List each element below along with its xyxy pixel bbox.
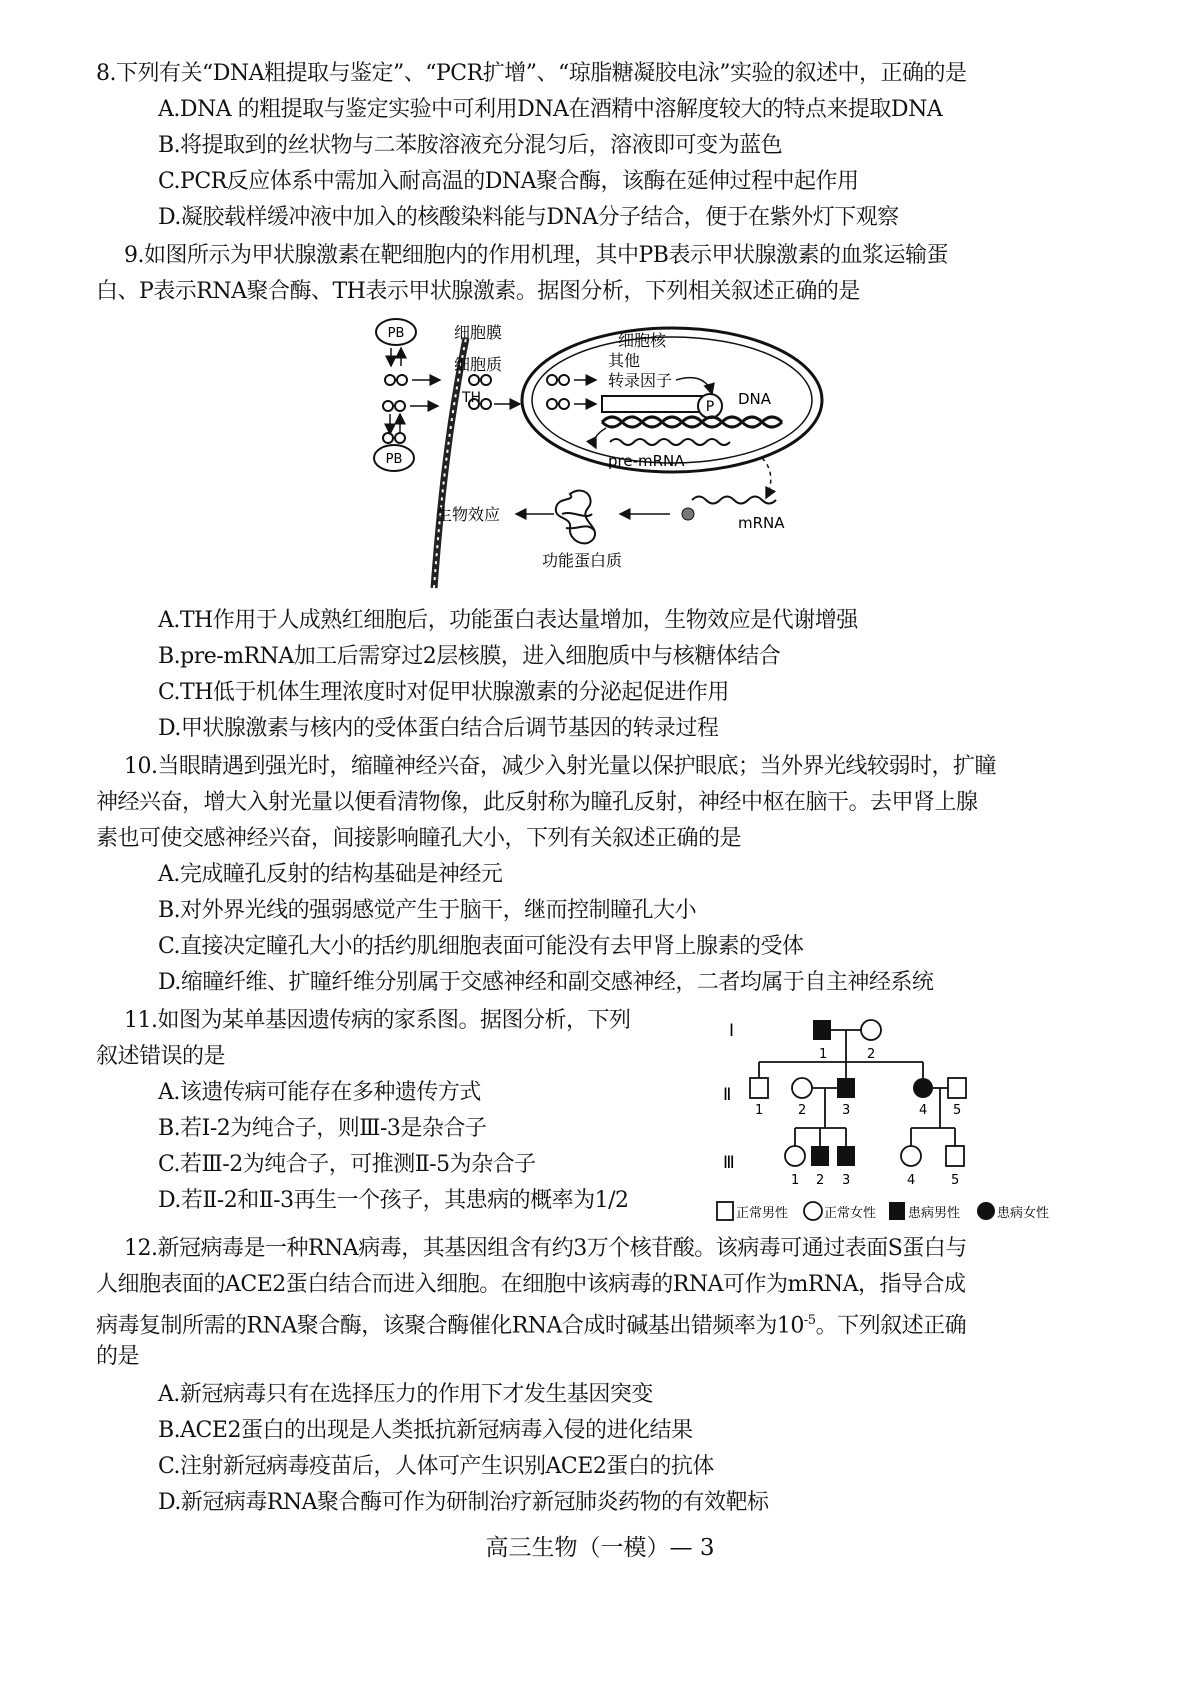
q8-option-d: D.凝胶载样缓冲液中加入的核酸染料能与DNA分子结合，便于在紫外灯下观察 xyxy=(158,205,899,230)
th-molecule xyxy=(383,433,405,443)
q12-option-a: A.新冠病毒只有在选择压力的作用下才发生基因突变 xyxy=(158,1382,653,1407)
pre-mrna-label: pre-mRNA xyxy=(608,452,685,470)
q8-stem: 8.下列有关“DNA粗提取与鉴定”、“PCR扩增”、“琼脂糖凝胶电泳”实验的叙述中，正确的是 xyxy=(96,61,967,86)
q12-option-d: D.新冠病毒RNA聚合酶可作为研制治疗新冠肺炎药物的有效靶标 xyxy=(158,1490,769,1515)
q9-option-d: D.甲状腺激素与核内的受体蛋白结合后调节基因的转录过程 xyxy=(158,716,719,741)
th-molecule-nucleus xyxy=(547,375,569,385)
pedigree-ii4-affected-female xyxy=(913,1078,933,1098)
nucleus-label: 细胞核 xyxy=(618,331,667,350)
q8-option-a: A.DNA 的粗提取与鉴定实验中可利用DNA在酒精中溶解度较大的特点来提取DNA xyxy=(158,97,943,122)
pedigree-ii2-normal-female xyxy=(792,1078,812,1098)
receptor-complex xyxy=(602,396,702,412)
q12-option-c: C.注射新冠病毒疫苗后，人体可产生识别ACE2蛋白的抗体 xyxy=(158,1454,714,1479)
dna-label: DNA xyxy=(738,390,772,408)
label-iii1: 1 xyxy=(791,1173,800,1188)
q12-stem-line3-end: 。下列叙述正确 xyxy=(815,1313,967,1339)
pedigree-legend xyxy=(717,1202,1049,1221)
functional-protein xyxy=(556,491,595,544)
q9-option-b: B.pre-mRNA加工后需穿过2层核膜，进入细胞质中与核糖体结合 xyxy=(158,644,781,669)
label-ii1: 1 xyxy=(755,1103,764,1118)
q9-stem-line1: 9.如图所示为甲状腺激素在靶细胞内的作用机理，其中PB表示甲状腺激素的血浆运输蛋 xyxy=(124,243,948,268)
q10-stem-line1: 10.当眼睛遇到强光时，缩瞳神经兴奋，减少入射光量以保护眼底；当外界光线较弱时，扩瞳 xyxy=(124,754,996,779)
q10-option-d: D.缩瞳纤维、扩瞳纤维分别属于交感神经和副交感神经，二者均属于自主神经系统 xyxy=(158,970,934,995)
q12-option-b: B.ACE2蛋白的出现是人类抵抗新冠病毒入侵的进化结果 xyxy=(158,1418,693,1443)
q10-stem-line2: 神经兴奋，增大入射光量以便看清物像，此反射称为瞳孔反射，神经中枢在脑干。去甲肾上腺 xyxy=(96,790,978,815)
generation-2-label: Ⅱ xyxy=(723,1085,732,1105)
q11-stem-line1: 11.如图为某单基因遗传病的家系图。据图分析，下列 xyxy=(124,1008,631,1033)
th-molecule xyxy=(383,401,405,411)
q11-option-d: D.若Ⅱ-2和Ⅱ-3再生一个孩子，其患病的概率为1/2 xyxy=(158,1188,629,1213)
label-iii3: 3 xyxy=(842,1173,851,1188)
q8-option-c: C.PCR反应体系中需加入耐高温的DNA聚合酶，该酶在延伸过程中起作用 xyxy=(158,169,859,194)
label-iii2: 2 xyxy=(816,1173,825,1188)
q12-exponent: -5 xyxy=(803,1313,816,1328)
pedigree-iii2-affected-male xyxy=(811,1146,829,1166)
pedigree-i1-affected-male xyxy=(813,1020,831,1040)
q12-stem-line2: 人细胞表面的ACE2蛋白结合而进入细胞。在细胞中该病毒的RNA可作为mRNA，指导合成 xyxy=(96,1272,966,1297)
pedigree-iii4-normal-female xyxy=(901,1146,921,1166)
q8-option-b: B.将提取到的丝状物与二苯胺溶液充分混匀后，溶液即可变为蓝色 xyxy=(158,133,783,158)
pedigree-iii5-normal-male xyxy=(946,1146,964,1166)
pedigree-iii1-normal-female xyxy=(785,1146,805,1166)
q11-option-a: A.该遗传病可能存在多种遗传方式 xyxy=(158,1080,481,1105)
cell-membrane-label: 细胞膜 xyxy=(454,323,503,342)
legend-affected-male: 患病男性 xyxy=(908,1206,961,1221)
q11-option-b: B.若Ⅰ-2为纯合子，则Ⅲ-3是杂合子 xyxy=(158,1116,487,1141)
label-iii4: 4 xyxy=(907,1173,916,1188)
mrna-strand xyxy=(692,497,776,504)
label-ii4: 4 xyxy=(919,1103,928,1118)
pedigree-ii5-normal-male xyxy=(948,1078,966,1098)
legend-affected-female: 患病女性 xyxy=(997,1206,1050,1221)
legend-normal-female: 正常女性 xyxy=(824,1206,877,1221)
label-iii5: 5 xyxy=(951,1173,960,1188)
pb-label-bottom: PB xyxy=(385,452,403,467)
q9-stem-line2: 白、P表示RNA聚合酶、TH表示甲状腺激素。据图分析，下列相关叙述正确的是 xyxy=(96,279,860,304)
legend-normal-male: 正常男性 xyxy=(736,1206,789,1221)
q9-option-c: C.TH低于机体生理浓度时对促甲状腺激素的分泌起促进作用 xyxy=(158,680,729,705)
q9-option-a: A.TH作用于人成熟红细胞后，功能蛋白表达量增加，生物效应是代谢增强 xyxy=(158,608,858,633)
functional-protein-label: 功能蛋白质 xyxy=(542,551,623,570)
label-i2: 2 xyxy=(867,1047,876,1062)
generation-1-label: Ⅰ xyxy=(729,1021,735,1041)
pre-mrna-strand xyxy=(610,439,730,445)
q10-option-a: A.完成瞳孔反射的结构基础是神经元 xyxy=(158,862,503,887)
pedigree-ii1-normal-male xyxy=(750,1078,768,1098)
other-factors-label: 其他 xyxy=(608,351,641,370)
pedigree-i2-normal-female xyxy=(861,1020,881,1040)
th-label: TH xyxy=(462,390,482,406)
pedigree-iii3-affected-male xyxy=(837,1146,855,1166)
th-molecule xyxy=(385,375,407,385)
q11-stem-line2: 叙述错误的是 xyxy=(96,1044,226,1069)
cell-membrane xyxy=(434,338,466,588)
q12-stem-line1: 12.新冠病毒是一种RNA病毒，其基因组含有约3万个核苷酸。该病毒可通过表面S蛋白与 xyxy=(124,1236,967,1261)
mrna-label: mRNA xyxy=(738,514,785,532)
pedigree-ii3-affected-male xyxy=(837,1078,855,1098)
cytoplasm-label: 细胞质 xyxy=(454,355,503,374)
thyroid-hormone-mechanism-figure xyxy=(370,318,890,596)
generation-3-label: Ⅲ xyxy=(723,1153,735,1173)
label-i1: 1 xyxy=(819,1047,828,1062)
pb-label-top: PB xyxy=(387,326,405,341)
page-footer: 高三生物（一模）— 3 xyxy=(485,1535,715,1561)
label-ii2: 2 xyxy=(798,1103,807,1118)
label-ii5: 5 xyxy=(953,1103,962,1118)
q10-option-c: C.直接决定瞳孔大小的括约肌细胞表面可能没有去甲肾上腺素的受体 xyxy=(158,934,804,959)
pedigree-chart xyxy=(715,1012,1115,1226)
q10-stem-line3: 素也可使交感神经兴奋，间接影响瞳孔大小，下列有关叙述正确的是 xyxy=(96,826,742,851)
q12-stem-line4: 的是 xyxy=(96,1344,140,1369)
biological-effect-label: 生物效应 xyxy=(436,505,501,524)
label-ii3: 3 xyxy=(842,1103,851,1118)
p-label: P xyxy=(705,399,715,415)
q11-option-c: C.若Ⅲ-2为纯合子，可推测Ⅱ-5为杂合子 xyxy=(158,1152,536,1177)
th-molecule-nucleus xyxy=(547,399,569,409)
q12-stem-line3-text: 病毒复制所需的RNA聚合酶，该聚合酶催化RNA合成时碱基出错频率为10 xyxy=(96,1313,804,1339)
transcription-factor-label: 转录因子 xyxy=(608,371,673,390)
q10-option-b: B.对外界光线的强弱感觉产生于脑干，继而控制瞳孔大小 xyxy=(158,898,697,923)
th-molecule-cytoplasm xyxy=(469,375,491,385)
